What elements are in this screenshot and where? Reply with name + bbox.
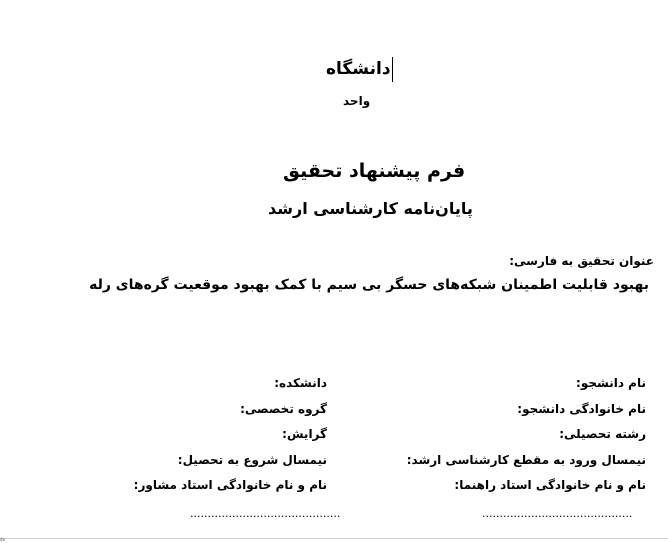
header-divider — [392, 57, 393, 82]
advisor-signature-line: ........................................... — [482, 507, 633, 520]
student-name-label: نام دانشجو: — [576, 376, 646, 390]
start-semester-label: نیمسال شروع به تحصیل: — [177, 453, 327, 467]
student-family-label: نام خانوادگی دانشجو: — [517, 402, 646, 416]
research-title-value: بهبود قابلیت اطمینان شبکه‌های حسگر بی سیم با کمک بهبود موقعیت گره‌های رله — [89, 277, 649, 293]
page-bottom-border — [0, 538, 668, 539]
university-name: دانشگاه — [326, 59, 391, 79]
form-title: فرم پیشنهاد تحقیق — [283, 160, 466, 182]
form-subtitle: پایان‌نامه کارشناسی ارشد — [268, 199, 473, 218]
entry-semester-label: نیمسال ورود به مقطع کارشناسی ارشد: — [406, 453, 646, 467]
unit-name: واحد — [343, 94, 371, 108]
consultant-name-label: نام و نام خانوادگی استاد مشاور: — [133, 478, 327, 492]
consultant-signature-line: ........................................... — [190, 507, 341, 520]
advisor-name-label: نام و نام خانوادگی استاد راهنما: — [454, 478, 646, 492]
corner-tag: 4b — [0, 537, 6, 542]
specialization-label: گرایش: — [282, 427, 327, 441]
field-of-study-label: رشته تحصیلی: — [559, 427, 646, 441]
department-label: گروه تخصصی: — [240, 402, 327, 416]
faculty-label: دانشکده: — [274, 376, 327, 390]
research-title-label: عنوان تحقیق به فارسی: — [509, 254, 654, 268]
